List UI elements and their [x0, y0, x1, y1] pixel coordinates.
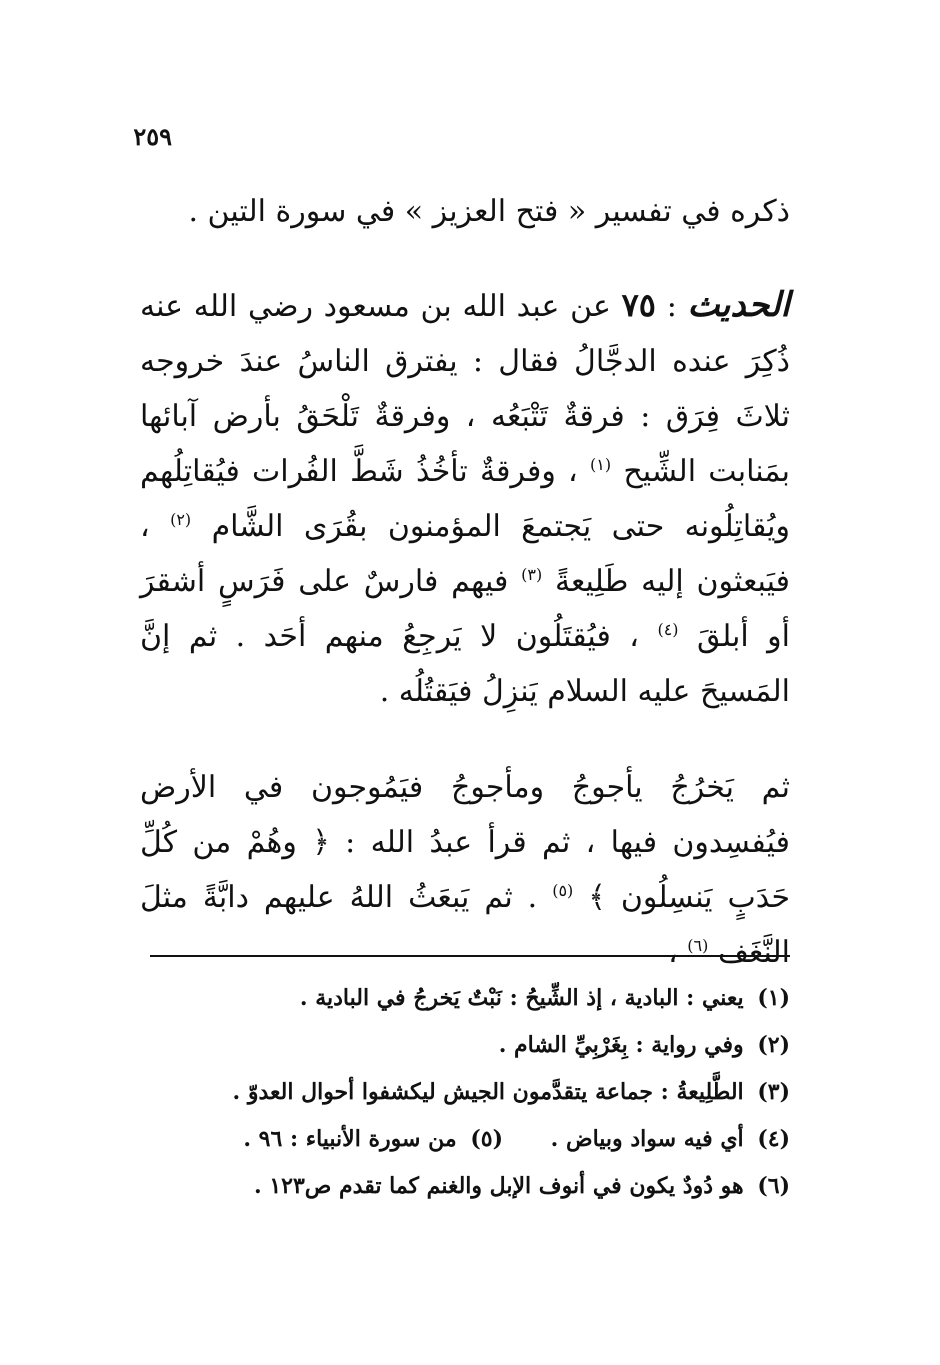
footnote-text: أي فيه سواد وبياض . — [550, 1126, 744, 1152]
hadith-paragraph — [140, 278, 790, 719]
intro-line: ذكره في تفسير « فتح العزيز » في سورة التين . — [188, 194, 790, 229]
footnote-2 — [160, 1022, 790, 1069]
footnote-ref-4: (٤) — [657, 620, 679, 639]
footnote-ref-5: (٥) — [552, 881, 574, 900]
hadith-number: ٧٥ — [621, 286, 656, 324]
footnotes-list — [160, 975, 790, 1210]
para2-text-1: ثم يَخرُجُ يأجوجُ ومأجوجُ فيَمُوجون في الأرض فيُفسِدون فيها ، ثم قرأ عبدُ الله : ﴿ وهُمْ من كُلِّ حَدَبٍ يَنسِلُون ﴾ — [140, 770, 790, 915]
hadith-text-5: ، فيُقتَلُون لا يَرجِعُ منهم أحَد . ثم إنَّ المَسيحَ عليه السلام يَنزِلُ فيَقتُلُه . — [140, 619, 790, 709]
hadith-text-4: فيهم فارسٌ على فَرَسٍ أشقرَ أو أبلقَ — [140, 564, 790, 654]
hadith-label: الحديث — [687, 285, 790, 325]
footnote-number: (٦) — [757, 1173, 790, 1199]
footnote-number: (٢) — [757, 1032, 790, 1058]
footnote-4-5 — [160, 1116, 790, 1163]
footnote-text: الطَّلِيعةُ : جماعة يتقدَّمون الجيش ليكشفوا أحوال العدوّ . — [232, 1079, 744, 1105]
footnote-text: من سورة الأنبياء : ٩٦ . — [243, 1126, 457, 1152]
footnote-number: (٤) — [757, 1126, 790, 1152]
footnote-3 — [160, 1069, 790, 1116]
footnote-number: (١) — [757, 985, 790, 1011]
footnote-text: يعني : البادية ، إذ الشِّيحُ : نَبْتٌ يَخرجُ في البادية . — [299, 985, 744, 1011]
para2-text-2: . ثم يَبعَثُ اللهُ عليهم دابَّةً مثلَ النَّغَف — [140, 880, 790, 970]
footnote-ref-1: (١) — [590, 455, 612, 474]
hadith-text-3: ، فيَبعثون إليه طَلِيعةً — [140, 509, 791, 599]
para2-text-3: ، — [668, 935, 678, 970]
footnote-1 — [160, 975, 790, 1022]
hadith-text-1: عن عبد الله بن مسعود رضي الله عنه ذُكِرَ عنده الدجَّالُ فقال : يفترق الناسُ عندَ خروجه ثلاثَ فِرَق : فرقةٌ تَتْبَعُه ، وفرقةٌ تَلْحَقُ بأرض آبائها بمَنابت الشِّيح — [140, 289, 790, 489]
footnote-5 — [243, 1116, 503, 1163]
footnote-text: وفي رواية : بِغَرْبِيِّ الشام . — [498, 1032, 744, 1058]
footnote-6 — [160, 1163, 790, 1210]
footnote-number: (٥) — [470, 1126, 503, 1152]
page-number: ٢٥٩ — [133, 122, 172, 151]
footnote-text: هو دُودٌ يكون في أنوف الإبل والغنم كما تقدم ص١٢٣ . — [254, 1173, 744, 1199]
footnote-ref-6: (٦) — [687, 936, 709, 955]
footnote-ref-3: (٣) — [521, 565, 543, 584]
hadith-text-2: ، وفرقةٌ تأخُذُ شَطَّ الفُرات فيُقاتِلُهم ويُقاتِلُونه حتى يَجتمعَ المؤمنون بقُرَى الشَّام — [140, 454, 790, 544]
footnote-separator — [150, 955, 790, 957]
second-paragraph — [140, 760, 790, 980]
footnote-ref-2: (٢) — [170, 510, 192, 529]
hadith-separator: : — [666, 289, 677, 324]
footnote-number: (٣) — [757, 1079, 790, 1105]
